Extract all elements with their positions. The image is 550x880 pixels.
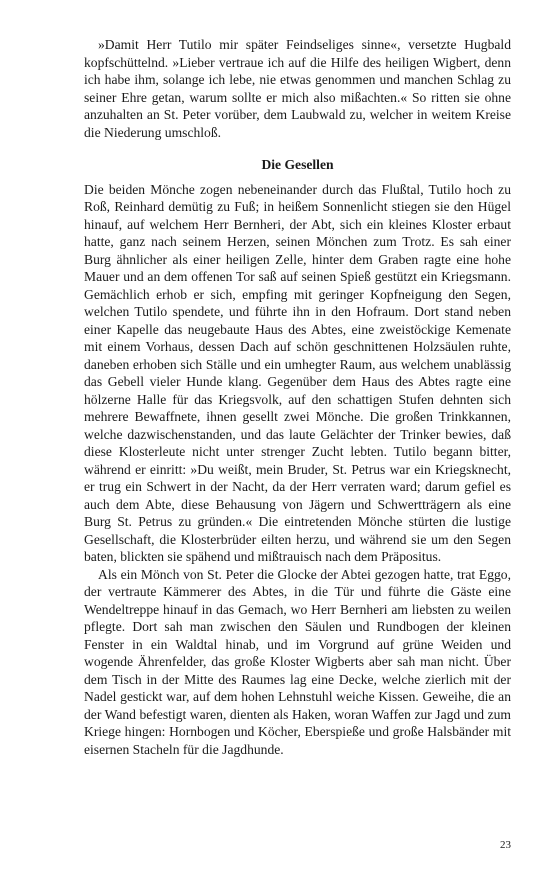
body-paragraph: Die beiden Mönche zogen nebeneinander durch das Flußtal, Tutilo hoch zu Roß, Reinhard demütig zu Fuß; in heißem Sonnenlicht stiegen sie den Hügel hinauf, auf welchem Herr Bernheri, der Abt, sich ein kleines Kloster erbaut hatte, ganz nach seinem Herzen, seinen Mönchen zum Trotz. Es sah einer Burg ähnlicher als einer heiligen Zelle, hinter dem Graben ragte eine hohe Mauer und an dem offenen Tor saß auf seinen Spieß gestützt ein Kriegsmann. Gemächlich erhob er sich, empfing mit geringer Kopfneigung den Segen, welchen Tutilo spendete, und führte ihn in den Hofraum. Dort stand neben einer Kapelle das neugebaute Haus des Abtes, eine zweistöckige Kemenate mit einem Vorhaus, dessen Dach auf schön geschnittenen Holzsäulen ruhte, daneben erhoben sich Ställe und ein umhegter Raum, aus welchem unablässig das Gebell vieler Hunde klang. Gegenüber dem Haus des Abtes ragte eine hölzerne Halle für das Kriegsvolk, auf den schattigen Stufen dehnten sich mehrere Bewaffnete, ihnen gesellt zwei Mönche. Die großen Trinkkannen, welche dazwischenstanden, und das laute Gelächter der Trinker bewies, daß diese Klosterleute nicht unter strenger Zucht lebten. Tutilo begann bitter, während er einritt: »Du weißt, mein Bruder, St. Petrus war ein Kriegsknecht, er trug ein Schwert in der Nacht, da der Herr verraten ward; darum gefiel es auch dem Abte, diese Behausung von Jägern und Schwertträgern als eine Burg St. Petrus zu gründen.« Die eintretenden Mönche stürten die lustige Gesellschaft, die Klosterbrüder eilten herzu, und während sie um den Segen baten, blickten sie spähend und mißtrauisch nach dem Präpositus.: [84, 181, 511, 564]
opening-paragraph: »Damit Herr Tutilo mir später Feindseliges sinne«, versetzte Hugbald kopfschüttelnd. »Lieber vertraue ich auf die Hilfe des heiligen Wigbert, denn ich habe ihm, solange ich lebe, nie etwas genommen und manchen Schlag zu seiner Ehre getan, warum sollte er mich also mißachten.« So ritten sie ohne anzuhalten an St. Peter vorüber, dem Laubwald zu, welcher in weitem Kreise die Niederung umschloß.: [84, 37, 511, 140]
section-heading: Die Gesellen: [261, 157, 334, 172]
body-paragraph: Als ein Mönch von St. Peter die Glocke der Abtei gezogen hatte, trat Eggo, der vertraute Kämmerer des Abtes, in die Tür und führte die Gäste eine Wendeltreppe hinauf in das Gemach, wo Herr Bernheri am liebsten zu weilen pflegte. Dort sah man zwischen den Säulen und Rundbogen der kleinen Fenster in ein Waldtal hinab, und im Vorgrund auf grüne Weiden und wogende Ährenfelder, das große Kloster Wigberts aber sah man nicht. Über dem Tisch in der Mitte des Raumes lag eine Decke, welche zierlich mit der Nadel gestickt war, auf dem hohen Lehnstuhl weiche Kissen. Geweihe, die an der Wand befestigt waren, dienten als Haken, woran Waffen zur Jagd und zum Kriege hingen: Hornbogen und Köcher, Eberspieße und große Halsbänder mit eisernen Stacheln für die Jagdhunde.: [84, 566, 511, 757]
book-page: [84, 36, 511, 758]
page-number: 23: [500, 839, 511, 851]
